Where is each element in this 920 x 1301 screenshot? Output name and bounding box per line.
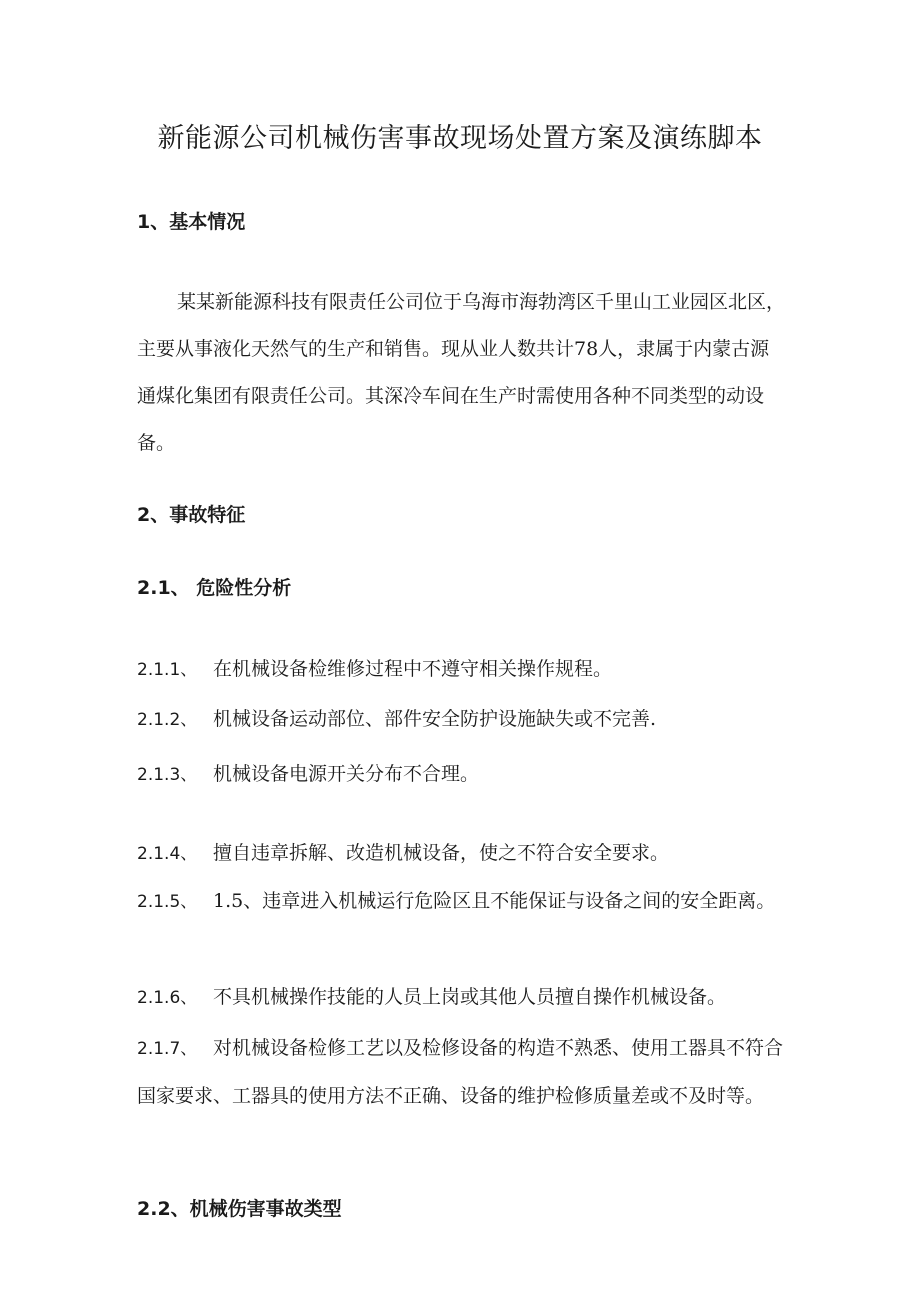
section-1-heading: 1、基本情况 — [137, 211, 246, 233]
section-2-heading: 2、事故特征 — [137, 504, 246, 526]
item-number: 2.1.6、 — [137, 988, 198, 1008]
item-number: 2.1.4、 — [137, 844, 198, 864]
item-text: 对机械设备检修工艺以及检修设备的构造不熟悉、使用工器具不符合国家要求、工器具的使用方法不正确、设备的维护检修质量差或不及时等。 — [137, 1037, 784, 1107]
list-item — [137, 751, 785, 799]
item-number: 2.1.3、 — [137, 765, 198, 785]
item-number: 2.1.1、 — [137, 660, 198, 680]
item-text: 机械设备电源开关分布不合理。 — [213, 763, 480, 785]
list-item — [137, 696, 785, 744]
document-title: 新能源公司机械伤害事故现场处置方案及演练脚本 — [157, 123, 763, 154]
item-text: 机械设备运动部位、部件安全防护设施缺失或不完善. — [213, 708, 657, 730]
list-item — [137, 646, 785, 694]
list-item — [137, 974, 785, 1022]
list-item — [137, 830, 785, 878]
section-1-paragraph: 某某新能源科技有限责任公司位于乌海市海勃湾区千里山工业园区北区，主要从事液化天然气的生产和销售。现从业人数共计78人，隶属于内蒙古源通煤化集团有限责任公司。其深冷车间在生产时需使用各种不同类型的动设备。 — [137, 291, 786, 454]
item-text: 1.5、违章进入机械运行危险区且不能保证与设备之间的安全距离。 — [213, 890, 776, 912]
item-text: 不具机械操作技能的人员上岗或其他人员擅自操作机械设备。 — [213, 986, 727, 1008]
list-item — [137, 878, 785, 926]
item-number: 2.1.7、 — [137, 1039, 198, 1059]
item-text: 在机械设备检维修过程中不遵守相关操作规程。 — [213, 658, 613, 680]
section-2-2-heading: 2.2、机械伤害事故类型 — [137, 1198, 342, 1220]
item-number: 2.1.2、 — [137, 710, 198, 730]
item-number: 2.1.5、 — [137, 892, 198, 912]
list-item — [137, 1025, 785, 1120]
item-text: 擅自违章拆解、改造机械设备，使之不符合安全要求。 — [213, 842, 670, 864]
section-2-1-heading: 2.1、 危险性分析 — [137, 577, 292, 599]
